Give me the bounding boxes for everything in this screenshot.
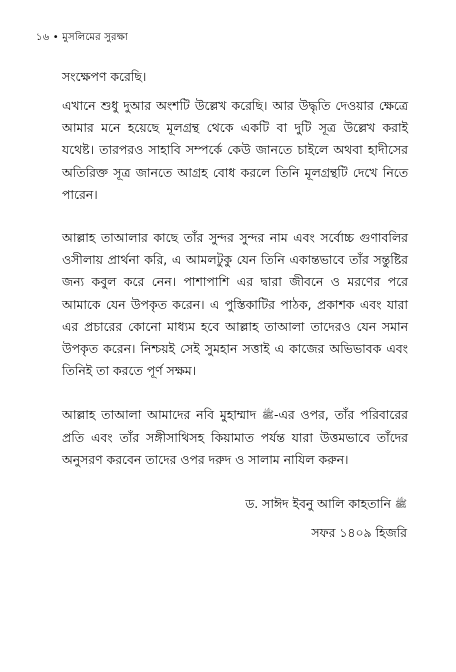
paragraph-continuation — [62, 66, 408, 88]
paragraph-text: এখানে শুধু দুআর অংশটি উল্লেখ করেছি। আর উদ্ধৃতি দেওয়ার ক্ষেত্রে আমার মনে হয়েছে মূলগ্রন্থ থেকে একটি বা দুটি সূত্র উল্লেখ করাই যথেষ্ট। তারপরও সাহাবি সম্পর্কে কেউ জানতে চাইলে অথবা হাদীসের অতিরিক্ত সূত্র জানতে আগ্রহ বোধ করলে তিনি মূলগ্রন্থটি দেখে নিতে পারেন। — [62, 98, 408, 202]
paragraph-text — [62, 404, 408, 472]
running-header — [36, 30, 128, 47]
book-title: মুসলিমের সুরক্ষা — [62, 32, 128, 43]
paragraph-salutation — [62, 404, 408, 472]
author-honorific: ﷺ — [394, 499, 407, 510]
author-line — [245, 490, 407, 519]
paragraph-text: আল্লাহ তাআলার কাছে তাঁর সুন্দর সুন্দর নাম এবং সর্বোচ্চ গুণাবলির ওসীলায় প্রার্থনা করি, এ আমলটুকু যেন তিনি একান্তভাবে তাঁর সন্তুষ্টির জন্য কবুল করে নেন। পাশাপাশি এর দ্বারা জীবনে ও মরণের পরে আমাকে যেন উপকৃত করেন। এ পুস্তিকাটির পাঠক, প্রকাশক এবং যারা এর প্রচারের কোনো মাধ্যম হবে আল্লাহ তাআলা তাদেরও যেন সমান উপকৃত করেন। নিশ্চয়ই সেই সুমহান সত্তাই এ কাজের অভিভাবক এবং তিনিই তা করতে পূর্ণ সক্ষম। — [62, 230, 408, 379]
paragraph-text: সংক্ষেপণ করেছি। — [62, 69, 147, 84]
paragraph-sources — [62, 95, 408, 206]
signature-date: সফর ১৪০৯ হিজরি — [311, 525, 407, 540]
paragraph-prayer — [62, 227, 408, 382]
page-number: ১৬ — [36, 32, 50, 43]
salutation-text-after: -এর ওপর, তাঁর পরিবারের প্রতি এবং তাঁর সঙ্গীসাথিসহ কিয়ামাত পর্যন্ত যারা উত্তমভাবে তাঁদের অনুসরণ করবেন তাদের ওপর দরুদ ও সালাম নাযিল করুন। — [62, 407, 409, 468]
signature-block — [245, 490, 407, 547]
salutation-text-before: আল্লাহ তাআলা আমাদের নবি মুহাম্মাদ — [62, 407, 262, 422]
author-name: ড. সাঈদ ইবনু আলি কাহতানি — [245, 496, 391, 511]
header-separator: • — [52, 32, 59, 43]
salutation-mark: ﷺ — [261, 410, 275, 421]
